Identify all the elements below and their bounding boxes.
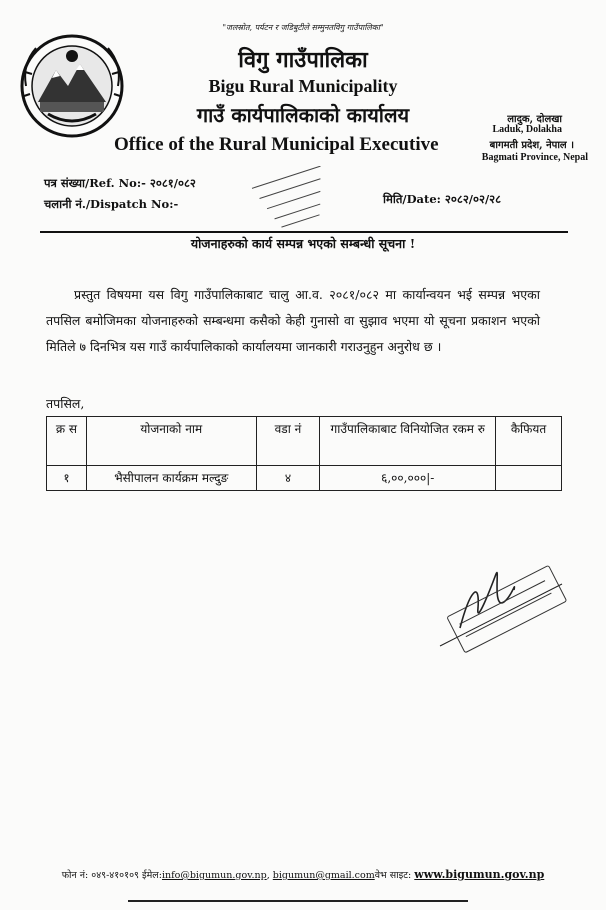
col-header-ward: वडा नं — [256, 417, 320, 466]
address-line-3: बागमती प्रदेश, नेपाल । — [489, 140, 574, 151]
address-line-1: लादुक, दोलखा — [507, 114, 562, 125]
municipality-name-english: Bigu Rural Municipality — [208, 76, 398, 96]
cell-amount: ६,००,०००|- — [320, 466, 496, 491]
table-row — [47, 466, 562, 491]
letter-date: मिति/Date: २०८२/०२/२८ — [383, 192, 502, 206]
signature-and-stamp — [430, 550, 580, 665]
col-header-amount: गाउँपालिकाबाट विनियोजित रकम रु — [320, 417, 496, 466]
footer-web-label: वेभ साइट: — [374, 870, 412, 881]
footer-phone: फोन नं: ०४९-४१०१०९ ईमेल: — [61, 870, 162, 881]
footer-email-gmail-link[interactable]: bigumun@gmail.com — [272, 870, 375, 881]
project-table — [46, 416, 562, 491]
office-name-english: Office of the Rural Municipal Executive — [114, 134, 439, 155]
col-header-remarks: कैफियत — [496, 417, 562, 466]
header-divider — [40, 231, 568, 233]
footer-separator: , — [266, 870, 270, 881]
footer-divider — [128, 900, 468, 902]
notice-subject: योजनाहरुको कार्य सम्पन्न भएको सम्बन्धी सूचना ! — [190, 236, 416, 251]
col-header-project-name: योजनाको नाम — [86, 417, 256, 466]
cell-remarks — [496, 466, 562, 491]
address-line-4: Bagmati Province, Nepal — [481, 152, 588, 163]
footer-website-link[interactable]: www.bigumun.gov.np — [414, 868, 545, 881]
office-stamp — [244, 166, 344, 236]
address-line-2: Laduk, Dolakha — [492, 124, 562, 135]
municipality-name-nepali: विगु गाउँपालिका — [238, 47, 368, 73]
dispatch-number: चलानी नं./Dispatch No:- — [44, 197, 179, 211]
notice-body: प्रस्तुत विषयमा यस विगु गाउँपालिकाबाट चालु आ.व. २०८१/०८२ मा कार्यान्वयन भई सम्पन्न भएका तपसिल बमोजिमका योजनाहरुको सम्बन्धमा कसैको केही गुनासो वा सुझाव भएमा यो सूचना प्रकाशन भएको मितिले ७ दिनभित्र यस गाउँ कार्यपालिकाको कार्यालयमा जानकारी गराउनुहुन अनुरोध छ । — [46, 287, 540, 354]
cell-sn: १ — [47, 466, 87, 491]
tapsil-label: तपसिल, — [46, 396, 85, 411]
reference-number: पत्र संख्या/Ref. No:- २०८१/०८२ — [44, 176, 196, 190]
cell-ward: ४ — [256, 466, 320, 491]
footer-email-info-link[interactable]: info@bigumun.gov.np — [161, 870, 267, 881]
table-header-row — [47, 417, 562, 466]
slogan: "जलस्रोत, पर्यटन र जडिबुटीले सम्मुनतविगु गाउँपालिका" — [222, 23, 384, 32]
office-name-nepali: गाउँ कार्यपालिकाको कार्यालय — [196, 103, 410, 127]
cell-project-name: भैसीपालन कार्यक्रम मल्दुङ — [86, 466, 256, 491]
footer-contact — [0, 868, 606, 881]
col-header-sn: क्र स — [47, 417, 87, 466]
